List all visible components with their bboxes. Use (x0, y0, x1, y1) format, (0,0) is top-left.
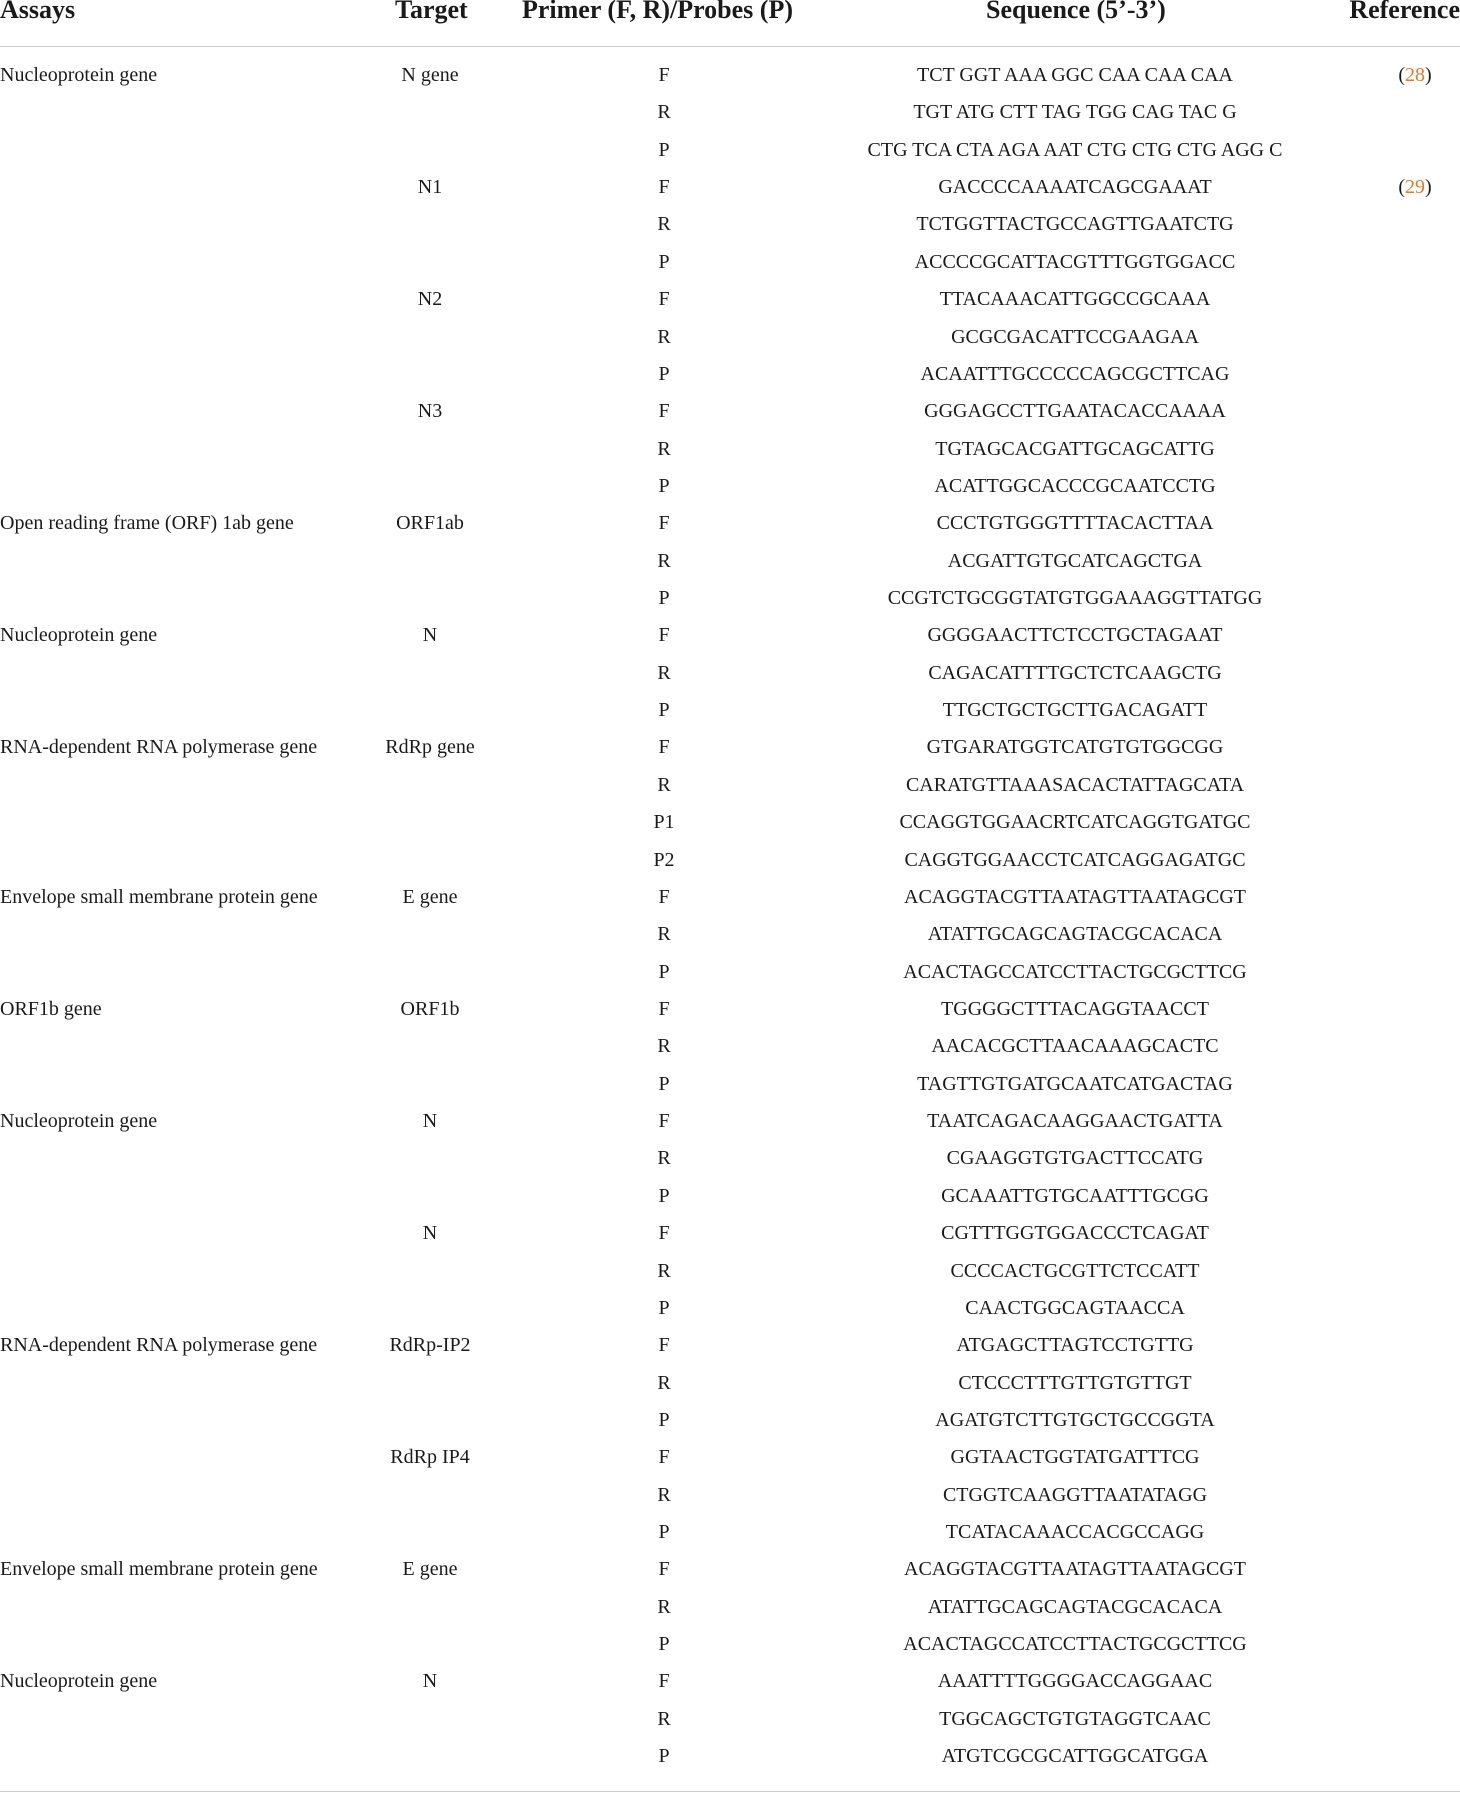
header-target: Target (395, 0, 468, 24)
table-row (0, 1554, 1460, 1591)
cell-sequence: TGGGGCTTTACAGGTAACCT (941, 997, 1209, 1020)
reference-link[interactable]: 28 (1405, 64, 1425, 86)
cell-sequence: ACACTAGCCATCCTTACTGCGCTTCG (903, 1633, 1247, 1656)
cell-primer: R (657, 773, 671, 796)
table-row (0, 359, 1460, 396)
cell-sequence: CTG TCA CTA AGA AAT CTG CTG CTG AGG C (867, 138, 1283, 161)
cell-sequence: CAACTGGCAGTAACCA (965, 1296, 1185, 1319)
cell-primer: R (657, 213, 671, 236)
cell-primer: F (658, 512, 670, 535)
cell-sequence: ACACTAGCCATCCTTACTGCGCTTCG (903, 960, 1247, 983)
cell-sequence: GGGAGCCTTGAATACACCAAAA (924, 400, 1226, 423)
reference-link[interactable]: 29 (1405, 176, 1425, 199)
cell-sequence: TCT GGT AAA GGC CAA CAA CAA (917, 64, 1233, 86)
cell-sequence: AACACGCTTAACAAAGCACTC (931, 1035, 1219, 1058)
cell-sequence: ACAGGTACGTTAATAGTTAATAGCGT (904, 885, 1246, 908)
cell-primer: F (658, 288, 670, 311)
table-row (0, 1629, 1460, 1666)
table-row (0, 209, 1460, 246)
cell-primer: F (658, 1446, 670, 1469)
cell-target: N (422, 1670, 438, 1693)
cell-assay: Open reading frame (ORF) 1ab gene (0, 512, 294, 535)
table-row (0, 1405, 1460, 1442)
cell-sequence: ATATTGCAGCAGTACGCACACA (927, 923, 1223, 946)
cell-sequence: TTACAAACATTGGCCGCAAA (939, 288, 1211, 311)
header-sequence: Sequence (5’-3’) (986, 0, 1166, 24)
table-row (0, 770, 1460, 807)
table-row (0, 620, 1460, 657)
cell-primer: P2 (653, 848, 675, 871)
table-row (0, 247, 1460, 284)
table-row (0, 994, 1460, 1031)
cell-sequence: CCCTGTGGGTTTTACACTTAA (936, 512, 1214, 535)
cell-primer: P (658, 250, 670, 273)
table-row (0, 1293, 1460, 1330)
table-row (0, 882, 1460, 919)
table-row (0, 1330, 1460, 1367)
cell-assay: ORF1b gene (0, 997, 102, 1020)
table-row (0, 396, 1460, 433)
ref-paren-close: ) (1425, 176, 1432, 199)
cell-target: N3 (417, 400, 443, 423)
table-row (0, 583, 1460, 620)
table-row (0, 1442, 1460, 1479)
cell-primer: P (658, 1408, 670, 1431)
cell-primer: R (657, 101, 671, 124)
cell-primer: R (657, 1259, 671, 1282)
cell-assay: RNA-dependent RNA polymerase gene (0, 736, 318, 759)
cell-target: RdRp-IP2 (389, 1334, 471, 1357)
cell-primer: F (658, 885, 670, 908)
cell-assay: Nucleoprotein gene (0, 64, 158, 86)
ref-paren-open: ( (1398, 176, 1405, 199)
cell-target: ORF1b (400, 997, 460, 1020)
cell-primer: P (658, 1521, 670, 1544)
cell-primer: R (657, 1371, 671, 1394)
cell-sequence: GCAAATTGTGCAATTTGCGG (941, 1184, 1209, 1207)
cell-target: RdRp gene (385, 736, 475, 759)
cell-target: E gene (402, 885, 458, 908)
cell-primer: F (658, 1334, 670, 1357)
cell-assay: Envelope small membrane protein gene (0, 885, 318, 908)
table-bottom-rule (0, 1791, 1460, 1792)
cell-sequence: TTGCTGCTGCTTGACAGATT (942, 699, 1208, 722)
cell-sequence: TAGTTGTGATGCAATCATGACTAG (917, 1072, 1233, 1095)
cell-sequence: TGT ATG CTT TAG TGG CAG TAC G (913, 101, 1237, 124)
cell-target: N (422, 1110, 438, 1133)
cell-primer: F (658, 624, 670, 647)
cell-sequence: CCGTCTGCGGTATGTGGAAAGGTTATGG (887, 587, 1263, 610)
cell-sequence: TGGCAGCTGTGTAGGTCAAC (939, 1707, 1211, 1730)
cell-primer: R (657, 549, 671, 572)
table-row (0, 1704, 1460, 1741)
cell-primer: F (658, 997, 670, 1020)
cell-target: N (422, 624, 438, 647)
cell-target: N (422, 1222, 438, 1245)
header-reference: Reference (1349, 0, 1460, 24)
cell-assay: RNA-dependent RNA polymerase gene (0, 1334, 318, 1357)
ref-paren-open: ( (1398, 64, 1405, 86)
table-row (0, 1218, 1460, 1255)
table-row (0, 97, 1460, 134)
cell-target: N2 (417, 288, 443, 311)
cell-sequence: CTGGTCAAGGTTAATATAGG (942, 1483, 1208, 1506)
cell-sequence: GGGGAACTTCTCCTGCTAGAAT (927, 624, 1223, 647)
cell-reference (1370, 172, 1460, 202)
cell-primer: R (657, 923, 671, 946)
table-row (0, 658, 1460, 695)
cell-sequence: ACGATTGTGCATCAGCTGA (947, 549, 1203, 572)
cell-primer: P (658, 1296, 670, 1319)
cell-primer: P (658, 474, 670, 497)
table-row (0, 60, 1460, 97)
cell-primer: F (658, 1222, 670, 1245)
cell-sequence: CTCCCTTTGTTGTGTTGT (958, 1371, 1192, 1394)
cell-assay: Nucleoprotein gene (0, 624, 158, 647)
header-primer: Primer (F, R)/Probes (P) (522, 0, 793, 24)
cell-primer: P (658, 362, 670, 385)
cell-sequence: TGTAGCACGATTGCAGCATTG (935, 437, 1215, 460)
cell-primer: F (658, 176, 670, 199)
cell-primer: R (657, 325, 671, 348)
table-row (0, 1666, 1460, 1703)
cell-primer: P (658, 1633, 670, 1656)
table-row (0, 1106, 1460, 1143)
table-row (0, 1256, 1460, 1293)
cell-primer: R (657, 1595, 671, 1618)
cell-primer: R (657, 661, 671, 684)
cell-primer: P (658, 138, 670, 161)
cell-sequence: CAGGTGGAACCTCATCAGGAGATGC (904, 848, 1246, 871)
cell-sequence: ACAATTTGCCCCCAGCGCTTCAG (920, 362, 1230, 385)
table-row (0, 1741, 1460, 1778)
cell-primer: R (657, 437, 671, 460)
cell-sequence: TCTGGTTACTGCCAGTTGAATCTG (916, 213, 1234, 236)
ref-paren-close: ) (1425, 64, 1432, 86)
cell-sequence: GGTAACTGGTATGATTTCG (950, 1446, 1200, 1469)
cell-sequence: CGAAGGTGTGACTTCCATG (946, 1147, 1204, 1170)
table-row (0, 1517, 1460, 1554)
cell-sequence: ATATTGCAGCAGTACGCACACA (927, 1595, 1223, 1618)
cell-primer: R (657, 1147, 671, 1170)
cell-primer: P (658, 1072, 670, 1095)
cell-sequence: ACCCCGCATTACGTTTGGTGGACC (914, 250, 1236, 273)
cell-target: N gene (401, 64, 459, 86)
cell-primer: F (658, 736, 670, 759)
cell-target: N1 (417, 176, 443, 199)
cell-assay: Envelope small membrane protein gene (0, 1558, 318, 1581)
table-row (0, 172, 1460, 209)
table-body (0, 60, 1460, 1779)
cell-primer: R (657, 1707, 671, 1730)
cell-primer: P (658, 1745, 670, 1768)
cell-primer: F (658, 64, 670, 86)
table-row (0, 1480, 1460, 1517)
cell-reference (1370, 60, 1460, 90)
cell-sequence: GTGARATGGTCATGTGTGGCGG (926, 736, 1224, 759)
cell-sequence: CCAGGTGGAACRTCATCAGGTGATGC (899, 811, 1251, 834)
table-row (0, 919, 1460, 956)
cell-assay: Nucleoprotein gene (0, 1670, 158, 1693)
cell-sequence: CAGACATTTTGCTCTCAAGCTG (928, 661, 1222, 684)
table-row (0, 1143, 1460, 1180)
cell-sequence: GACCCCAAAATCAGCGAAAT (938, 176, 1212, 199)
cell-primer: P (658, 699, 670, 722)
table-row (0, 546, 1460, 583)
table-row (0, 135, 1460, 172)
cell-sequence: ACAGGTACGTTAATAGTTAATAGCGT (904, 1558, 1246, 1581)
header-assays: Assays (0, 0, 76, 24)
table-row (0, 807, 1460, 844)
table-row (0, 1592, 1460, 1629)
table-row (0, 732, 1460, 769)
table-row (0, 957, 1460, 994)
table-row (0, 1069, 1460, 1106)
cell-primer: P (658, 960, 670, 983)
table-row (0, 1031, 1460, 1068)
table-row (0, 284, 1460, 321)
table-row (0, 1181, 1460, 1218)
cell-assay: Nucleoprotein gene (0, 1110, 158, 1133)
table-row (0, 322, 1460, 359)
cell-primer: P (658, 1184, 670, 1207)
cell-primer: F (658, 1558, 670, 1581)
cell-sequence: AGATGTCTTGTGCTGCCGGTA (935, 1408, 1215, 1431)
table-header (0, 0, 1460, 47)
cell-target: ORF1ab (396, 512, 464, 535)
cell-sequence: TAATCAGACAAGGAACTGATTA (927, 1110, 1223, 1133)
cell-sequence: GCGCGACATTCCGAAGAA (951, 325, 1199, 348)
cell-primer: R (657, 1483, 671, 1506)
cell-sequence: ATGTCGCGCATTGGCATGGA (941, 1745, 1209, 1768)
cell-primer: F (658, 1670, 670, 1693)
cell-primer: F (658, 400, 670, 423)
cell-sequence: CGTTTGGTGGACCCTCAGAT (941, 1222, 1209, 1245)
cell-target: E gene (402, 1558, 458, 1581)
cell-primer: F (658, 1110, 670, 1133)
table-row (0, 845, 1460, 882)
table-row (0, 508, 1460, 545)
cell-target: RdRp IP4 (390, 1446, 470, 1469)
cell-primer: P (658, 587, 670, 610)
table-row (0, 1368, 1460, 1405)
cell-sequence: TCATACAAACCACGCCAGG (945, 1521, 1205, 1544)
cell-sequence: ATGAGCTTAGTCCTGTTG (956, 1334, 1194, 1357)
cell-sequence: ACATTGGCACCCGCAATCCTG (934, 474, 1216, 497)
table-row (0, 471, 1460, 508)
cell-sequence: CCCCACTGCGTTCTCCATT (950, 1259, 1200, 1282)
cell-primer: R (657, 1035, 671, 1058)
cell-sequence: CARATGTTAAASACACTATTAGCATA (905, 773, 1245, 796)
table-row (0, 434, 1460, 471)
cell-primer: P1 (653, 811, 675, 834)
table-row (0, 695, 1460, 732)
cell-sequence: AAATTTTGGGGACCAGGAAC (937, 1670, 1213, 1693)
